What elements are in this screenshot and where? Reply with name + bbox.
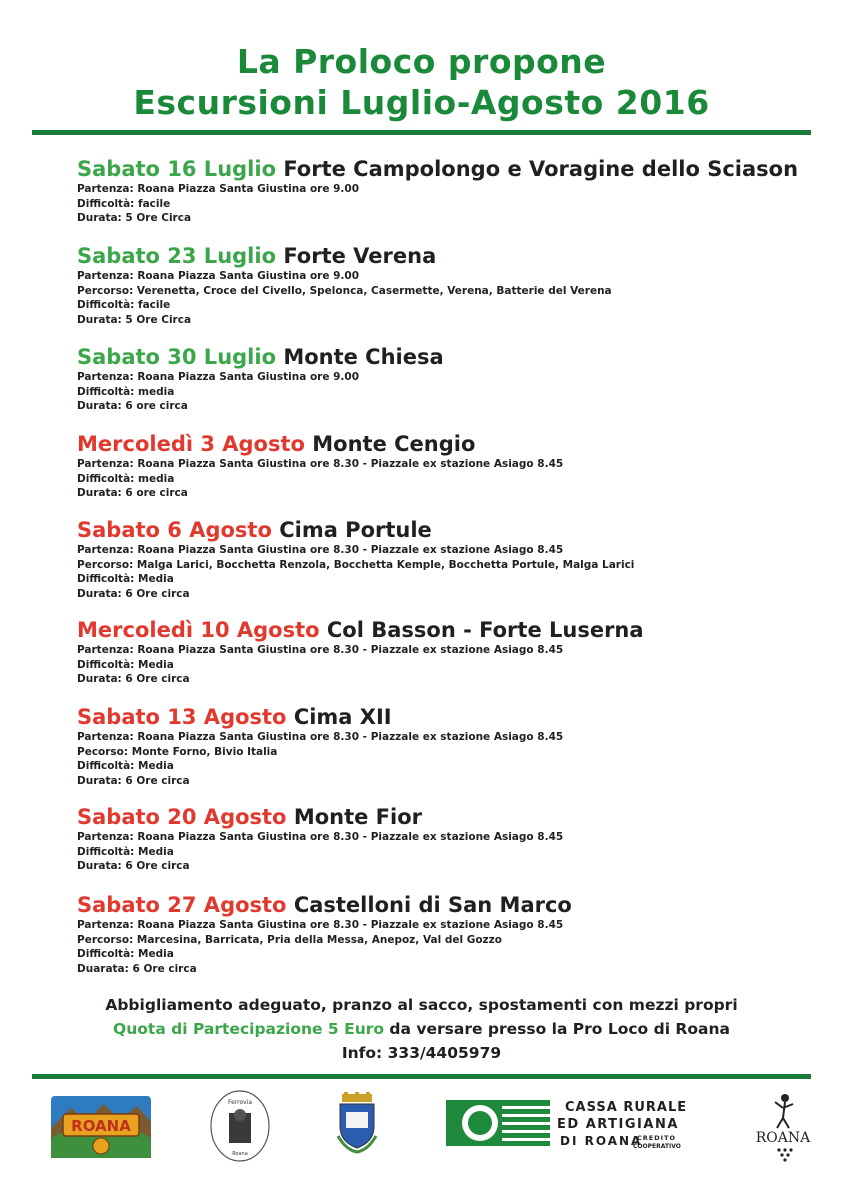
event-detail-line: Durata: 6 Ore circa	[77, 587, 190, 600]
event-detail-line: Partenza: Roana Piazza Santa Giustina ore 8.30 - Piazzale ex stazione Asiago 8.45	[77, 544, 564, 556]
event-date: Sabato 27 Agosto	[77, 893, 287, 917]
event-item	[77, 243, 807, 327]
event-detail-line: Partenza: Roana Piazza Santa Giustina ore 9.00	[77, 371, 360, 383]
event-heading	[77, 617, 807, 643]
event-heading	[77, 517, 807, 543]
title-line-2: Escursioni Luglio-Agosto 2016	[133, 83, 710, 122]
event-detail-line: Difficoltà: Media	[77, 658, 174, 671]
event-detail-line: Partenza: Roana Piazza Santa Giustina ore 9.00	[77, 183, 360, 195]
event-date: Sabato 20 Agosto	[77, 805, 287, 829]
event-heading	[77, 156, 807, 182]
event-item	[77, 431, 807, 501]
event-destination: Castelloni di San Marco	[293, 893, 572, 917]
event-date: Sabato 13 Agosto	[77, 705, 287, 729]
event-item	[77, 617, 807, 687]
event-heading	[77, 243, 807, 269]
ferrovia-label: Ferrovia	[227, 1099, 253, 1106]
fee-amount: Quota di Partecipazione 5 Euro	[113, 1020, 385, 1038]
event-detail-line: Pecorso: Monte Forno, Bivio Italia	[77, 745, 278, 758]
event-destination: Monte Fior	[293, 805, 423, 829]
event-heading	[77, 344, 807, 370]
event-item	[77, 804, 807, 874]
event-detail-line: Difficoltà: Media	[77, 760, 174, 772]
event-heading	[77, 704, 807, 730]
event-detail-line: Partenza: Roana Piazza Santa Giustina ore 8.30 - Piazzale ex stazione Asiago 8.45	[77, 919, 564, 931]
title-line-1: La Proloco propone	[236, 42, 607, 81]
event-destination: Cima Portule	[279, 518, 432, 542]
cassa-rurale-text	[557, 1100, 697, 1155]
footer-fee-note	[0, 1020, 843, 1038]
event-detail-line: Durata: 6 ore circa	[77, 400, 188, 412]
event-detail-line: Percorso: Verenetta, Croce del Civello, Spelonca, Casermette, Verena, Batterie del Verena	[77, 284, 612, 297]
event-item	[77, 892, 807, 976]
event-date: Sabato 16 Luglio	[77, 157, 284, 181]
bottom-divider	[32, 1074, 811, 1079]
fee-where: da versare presso la Pro Loco di Roana	[384, 1020, 730, 1038]
event-item	[77, 704, 807, 788]
event-destination: Monte Cengio	[312, 432, 476, 456]
cassa-rurale-logo-mark	[446, 1098, 550, 1148]
roana-badge-logo	[49, 1094, 153, 1160]
event-item	[77, 517, 807, 601]
roana-logo-text: ROANA	[755, 1130, 811, 1146]
bank-line-1: CASSA RURALE	[565, 1100, 688, 1115]
bank-line-3: DI ROANA	[560, 1134, 643, 1148]
event-detail-line: Durata: 6 Ore circa	[77, 860, 190, 872]
event-detail-line: Partenza: Roana Piazza Santa Giustina ore 8.30 - Piazzale ex stazione Asiago 8.45	[77, 831, 564, 843]
event-destination: Cima XII	[293, 705, 392, 729]
bank-coop: COOPERATIVO	[633, 1143, 681, 1150]
ferrovia-logo	[209, 1089, 271, 1163]
event-date: Mercoledì 10 Agosto	[77, 618, 320, 642]
event-destination: Forte Verena	[283, 244, 437, 268]
event-detail-line: Percorso: Malga Larici, Bocchetta Renzola, Bocchetta Kemple, Bocchetta Portule, Malga Larici	[77, 558, 635, 571]
event-heading	[77, 804, 807, 830]
roana-badge-text: ROANA	[71, 1117, 131, 1135]
event-item	[77, 344, 807, 414]
event-destination: Forte Campolongo e Voragine dello Sciason	[283, 157, 799, 181]
event-detail-line: Durata: 6 Ore circa	[77, 774, 190, 787]
event-detail-line: Partenza: Roana Piazza Santa Giustina ore 8.30 - Piazzale ex stazione Asiago 8.45	[77, 731, 564, 743]
event-date: Sabato 30 Luglio	[77, 345, 276, 369]
event-detail-line: Difficoltà: Media	[77, 948, 174, 960]
ferrovia-sub: Roana	[232, 1151, 248, 1157]
event-detail-line: Difficoltà: media	[77, 385, 175, 398]
event-detail-line: Percorso: Marcesina, Barricata, Pria della Messa, Anepoz, Val del Gozzo	[77, 933, 502, 946]
event-detail-line: Durata: 6 Ore circa	[77, 673, 190, 685]
event-detail-line: Durata: 5 Ore Circa	[77, 212, 192, 224]
event-detail-line: Partenza: Roana Piazza Santa Giustina ore 9.00	[77, 270, 360, 282]
bank-credito: CREDITO	[637, 1134, 676, 1142]
event-detail-line: Difficoltà: media	[77, 472, 175, 485]
top-divider	[32, 130, 811, 135]
event-destination: Col Basson - Forte Luserna	[326, 618, 644, 642]
event-heading	[77, 892, 807, 918]
event-detail-line: Durata: 5 Ore Circa	[77, 313, 192, 326]
event-heading	[77, 431, 807, 457]
event-date: Sabato 23 Luglio	[77, 244, 276, 268]
event-detail-line: Difficoltà: Media	[77, 845, 174, 858]
roana-municipality-logo	[749, 1088, 817, 1162]
event-item	[77, 156, 807, 226]
event-detail-line: Partenza: Roana Piazza Santa Giustina ore 8.30 - Piazzale ex stazione Asiago 8.45	[77, 644, 564, 656]
bank-line-2: ED ARTIGIANA	[557, 1117, 679, 1132]
event-detail-line: Difficoltà: Media	[77, 573, 174, 585]
footer-info-phone: Info: 333/4405979	[341, 1044, 502, 1062]
municipal-crest-logo	[332, 1092, 382, 1154]
event-detail-line: Partenza: Roana Piazza Santa Giustina ore 8.30 - Piazzale ex stazione Asiago 8.45	[77, 458, 564, 470]
event-date: Sabato 6 Agosto	[77, 518, 272, 542]
event-detail-line: Durata: 6 ore circa	[77, 487, 188, 499]
event-date: Mercoledì 3 Agosto	[77, 432, 305, 456]
event-detail-line: Duarata: 6 Ore circa	[77, 962, 197, 975]
event-destination: Monte Chiesa	[283, 345, 444, 369]
footer-equipment-note: Abbigliamento adeguato, pranzo al sacco, spostamenti con mezzi propri	[105, 996, 738, 1014]
event-detail-line: Difficoltà: facile	[77, 197, 171, 210]
event-detail-line: Difficoltà: facile	[77, 299, 171, 311]
